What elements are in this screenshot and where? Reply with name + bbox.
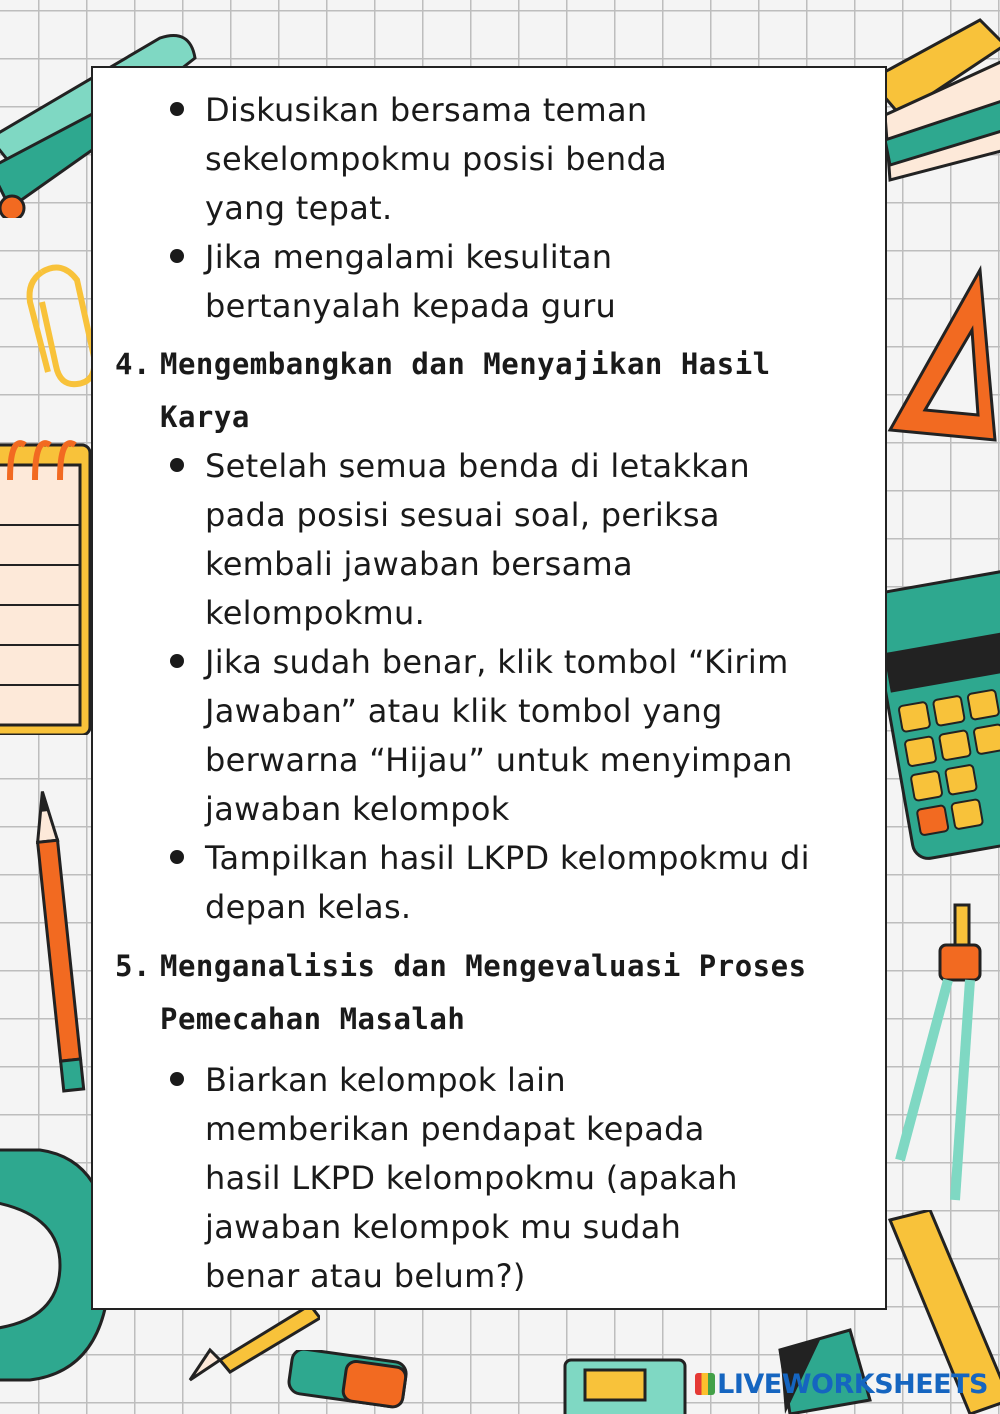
liveworksheets-logo-icon xyxy=(695,1373,715,1395)
sharpener-icon xyxy=(560,1355,690,1414)
bullet-dot-icon xyxy=(170,654,184,668)
section-4-heading: 4. Mengembangkan dan Menyajikan Hasil Karya xyxy=(115,338,855,444)
paperclip-icon xyxy=(22,262,102,392)
list-item: Biarkan kelompok lain memberikan pendapat kepada hasil LKPD kelompokmu (apakah jawaban kelompok mu sudah benar atau belum?) xyxy=(205,1056,885,1301)
list-item: Jika mengalami kesulitan bertanyalah kepada guru xyxy=(205,233,885,331)
bullet-dot-icon xyxy=(170,249,184,263)
instruction-card xyxy=(91,66,887,1310)
bullet-dot-icon xyxy=(170,458,184,472)
calculator-icon xyxy=(885,560,1000,860)
bullet-dot-icon xyxy=(170,1072,184,1086)
section-5-heading: 5. Menganalisis dan Mengevaluasi Proses Pemecahan Masalah xyxy=(115,940,855,1046)
bullet-dot-icon xyxy=(170,102,184,116)
notebook-icon xyxy=(0,425,95,735)
eraser-icon xyxy=(285,1350,415,1414)
list-item: Jika sudah benar, klik tombol “Kirim Jawaban” atau klik tombol yang berwarna “Hijau” untuk menyimpan jawaban kelompok xyxy=(205,638,885,834)
compass-icon xyxy=(880,900,1000,1220)
triangle-ruler-icon xyxy=(870,260,1000,460)
section-number: 4. xyxy=(115,347,151,381)
section-number: 5. xyxy=(115,949,151,983)
bullet-dot-icon xyxy=(170,850,184,864)
list-item: Tampilkan hasil LKPD kelompokmu di depan kelas. xyxy=(205,834,885,932)
liveworksheets-watermark: LIVEWORKSHEETS xyxy=(695,1369,988,1400)
list-item: Diskusikan bersama teman sekelompokmu posisi benda yang tepat. xyxy=(205,86,885,233)
list-item: Setelah semua benda di letakkan pada posisi sesuai soal, periksa kembali jawaban bersama kelompokmu. xyxy=(205,442,885,638)
